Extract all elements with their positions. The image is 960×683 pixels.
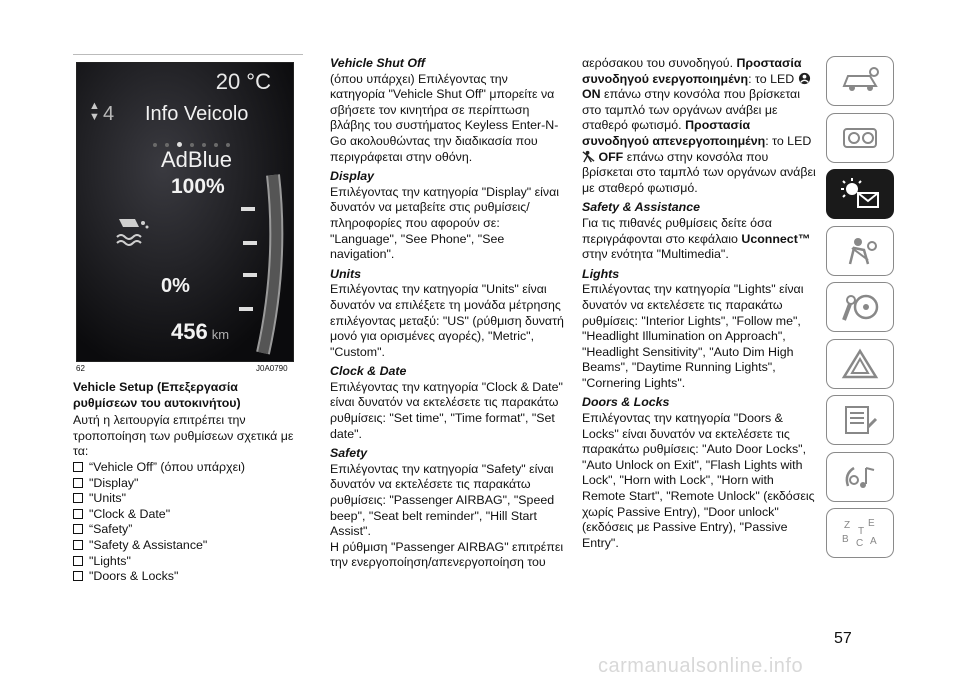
dashboard-icon — [838, 121, 882, 155]
temperature-readout: 20 °C — [215, 69, 271, 94]
tab-index[interactable] — [826, 508, 894, 558]
safety-text-2: Η ρύθμιση "Passenger AIRBAG" επιτρέπει την ενεργοποίηση/απενεργοποίηση του — [330, 539, 564, 570]
vehicle-shut-off-heading: Vehicle Shut Off — [330, 56, 426, 70]
checkbox-icon — [73, 478, 83, 488]
display-heading: Display — [330, 169, 375, 184]
off-label: OFF — [598, 149, 624, 164]
svg-text:A: A — [870, 536, 877, 547]
doors-locks-heading: Doors & Locks — [582, 395, 670, 410]
page-dot — [153, 143, 157, 147]
safety-assistance-heading: Safety & Assistance — [582, 200, 700, 215]
chapter-tabs — [826, 56, 896, 565]
index-letters-icon — [838, 516, 882, 550]
lights-message-icon — [838, 177, 882, 211]
list-item: "Units" — [73, 491, 303, 507]
section-heading: Vehicle Setup (Επεξεργασία ρυθμίσεων του αυτοκινήτου) — [73, 380, 241, 410]
checkbox-icon — [73, 524, 83, 534]
tab-safety[interactable] — [826, 226, 894, 276]
vehicle-shut-off-text: (όπου υπάρχει) Επιλέγοντας την κατηγορία "Vehicle Shut Off" μπορείτε να σβήσετε τον κινητήρα σε περίπτωση βλάβης του συστήματος Keyless Enter-N-Go ακολουθώντας την διαδικασία που περιγράφεται στην οθόνη. — [330, 71, 559, 164]
column-3 — [582, 56, 820, 551]
dashboard-figure — [76, 62, 294, 362]
safety-airbag-icon — [838, 234, 882, 268]
safety-assistance-text: Για τις πιθανές ρυθμίσεις δείτε όσα περιγράφονται στο κεφάλαιο Uconnect™ στην ενότητα "Multimedia". — [582, 215, 811, 262]
tab-car-overview[interactable] — [826, 56, 894, 106]
steering-wrench-icon — [838, 290, 882, 324]
tab-emergency[interactable] — [826, 339, 894, 389]
checkbox-icon — [73, 462, 83, 472]
level-high: 100% — [171, 175, 225, 198]
list-item: "Clock & Date" — [73, 507, 303, 523]
svg-text:T: T — [858, 526, 865, 537]
watermark: carmanualsonline.info — [598, 655, 804, 677]
on-label: ON — [582, 87, 601, 102]
tab-dashboard[interactable] — [826, 113, 894, 163]
page-number: 57 — [834, 630, 852, 647]
checkbox-icon — [73, 556, 83, 566]
column-1 — [73, 380, 303, 585]
units-text: Επιλέγοντας την κατηγορία "Units" είναι δυνατόν να επιλέξετε τη μονάδα μέτρησης επιλέγοντας μεταξύ: "US" (ρύθμιση δυνατή μονό για ορισμένες αγορές), "Metric", "Custom". — [330, 282, 564, 359]
checkbox-icon — [73, 509, 83, 519]
checkbox-icon — [73, 540, 83, 550]
doors-locks-text: Επιλέγοντας την κατηγορία "Doors & Locks" είναι δυνατόν να εκτελέσετε τις παρακάτω ρυθμίσεις: "Auto Door Locks", "Auto Unlock on Exit", "Flash Lights with Lock", "Horn with Lock", "Horn with Remote Start", "Remote Unlock" (εκδόσεις χωρίς Passive Entry), "Door unlock" (εκδόσεις με Passive Entry), "Passive Entry". — [582, 411, 815, 550]
tab-starting-driving[interactable] — [826, 282, 894, 332]
car-overview-icon — [838, 64, 882, 98]
settings-list — [73, 460, 303, 585]
list-item: "Doors & Locks" — [73, 569, 303, 585]
tab-multimedia[interactable] — [826, 452, 894, 502]
safety-text: Επιλέγοντας την κατηγορία "Safety" είναι δυνατόν να εκτελέσετε τις παρακάτω ρυθμίσεις: "Passenger AIRBAG", "Speed beep", "Seat belt reminder", "Hill Start Assist". — [330, 461, 555, 539]
airbag-enabled-label: Προστασία συνοδηγού ενεργοποιημένη — [582, 56, 802, 86]
lights-text: Επιλέγοντας την κατηγορία "Lights" είναι δυνατόν να εκτελέσετε τις παρακάτω ρυθμίσεις: "Interior Lights", "Follow me", "Headlight Illumination on Approach", "Headlight Sensitivity", "Auto Dim High Beams", "Daytime Running Lights", "Cornering Lights". — [582, 282, 804, 390]
menu-title: Info Veicolo — [145, 103, 249, 125]
units-heading: Units — [330, 266, 361, 281]
safety-heading: Safety — [330, 446, 368, 461]
emergency-triangle-icon — [838, 347, 882, 381]
svg-text:B: B — [842, 534, 849, 545]
clock-date-heading: Clock & Date — [330, 364, 407, 379]
column-2 — [330, 56, 565, 571]
airbag-disabled-label: Προστασία συνοδηγού απενεργοποιημένη — [582, 118, 766, 148]
section-intro: Αυτή η λειτουργία επιτρέπει την τροποποίηση των ρυθμίσεων σχετικά με τα: — [73, 413, 294, 459]
figure-number: 62 — [76, 364, 85, 373]
figure-code: J0A0790 — [256, 364, 288, 373]
svg-text:E: E — [868, 518, 875, 529]
range-value: 456 — [171, 319, 208, 344]
list-item: "Lights" — [73, 554, 303, 570]
range-unit: km — [211, 327, 230, 342]
list-item: "Safety & Assistance" — [73, 538, 303, 554]
level-low: 0% — [161, 275, 190, 297]
svg-text:Z: Z — [844, 520, 851, 531]
top-rule — [73, 54, 303, 55]
scroll-arrows-icon: ▲ ▼ — [89, 100, 100, 123]
tab-maintenance[interactable] — [826, 395, 894, 445]
screen-title: AdBlue — [161, 147, 232, 172]
list-item: "Display" — [73, 476, 303, 492]
menu-index: 4 — [103, 103, 115, 125]
uconnect-label: Uconnect™ — [741, 231, 811, 246]
checkbox-icon — [73, 571, 83, 581]
airbag-led-on-icon — [798, 72, 811, 85]
lights-heading: Lights — [582, 266, 620, 281]
checkbox-icon — [73, 493, 83, 503]
display-text: Επιλέγοντας την κατηγορία "Display" είναι δυνατόν να μεταβείτε στις ρυθμίσεις/πληροφορίες που αφορούν σε: "Language", "See Phone", "See navigation". — [330, 184, 560, 262]
svg-text:C: C — [856, 538, 864, 549]
multimedia-icon — [838, 460, 882, 494]
maintenance-list-icon — [838, 403, 882, 437]
airbag-paragraph: αερόσακου του συνοδηγού. Προστασία συνοδηγού ενεργοποιημένη: το LED ON επάνω στην κονσόλα που βρίσκεται στο ταμπλό των οργάνων ανάβει με σταθερό φωτισμό. Προστασία συνοδηγού απενεργοποιημένη: το LED OFF επάνω στην κονσόλα που βρίσκεται στο ταμπλό των οργάνων ανάβει με σταθερό φωτισμό. — [582, 56, 816, 195]
tab-lights-messages[interactable] — [826, 169, 894, 219]
clock-date-text: Επιλέγοντας την κατηγορία "Clock & Date" είναι δυνατόν να εκτελέσετε τις παρακάτω ρυθμίσεις: "Set time", "Time format", "Set date". — [330, 379, 563, 441]
list-item: “Vehicle Off” (όπου υπάρχει) — [73, 460, 303, 476]
list-item: “Safety” — [73, 522, 303, 538]
range-readout — [171, 319, 229, 345]
airbag-led-off-icon — [582, 150, 595, 163]
